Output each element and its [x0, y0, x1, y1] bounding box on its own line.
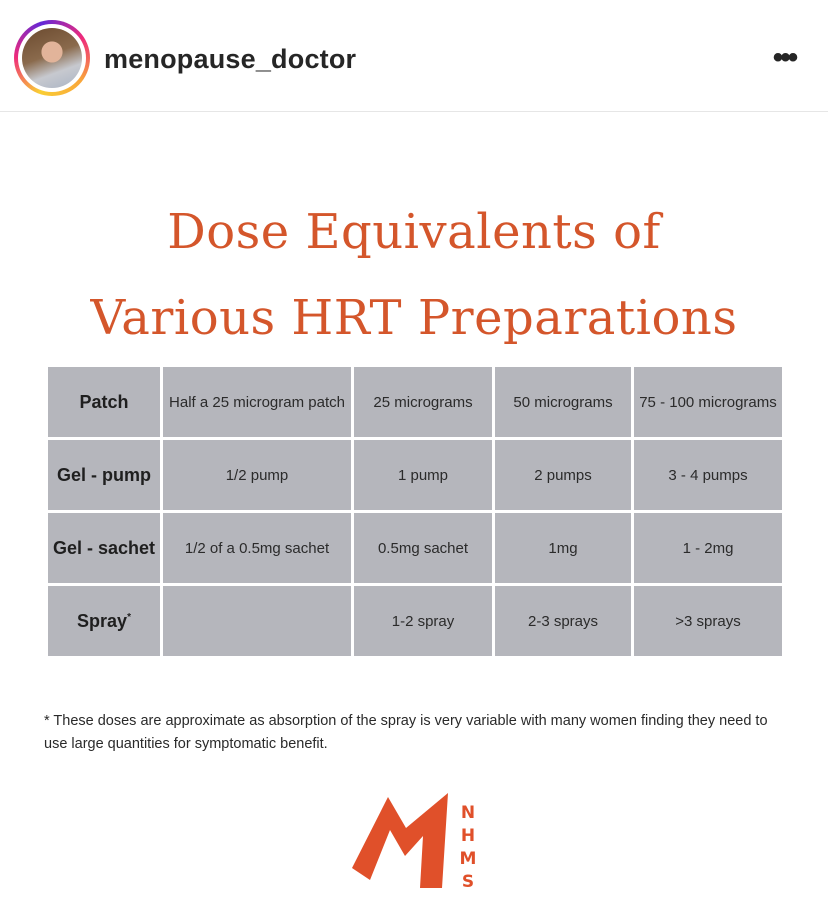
table-cell: Half a 25 microgram patch: [163, 367, 351, 437]
table-cell: 1 pump: [354, 440, 492, 510]
table-row: [48, 440, 782, 510]
table-cell: 2-3 sprays: [495, 586, 631, 656]
logo-mark: [352, 793, 448, 888]
table-cell: [163, 586, 351, 656]
avatar-gap: [18, 24, 86, 92]
table-cell: 25 micrograms: [354, 367, 492, 437]
title-line-2: Various HRT Preparations: [90, 290, 738, 346]
logo-letter: N: [460, 803, 476, 823]
post-title: [0, 189, 828, 361]
row-label: Patch: [48, 367, 160, 437]
table-cell: 1mg: [495, 513, 631, 583]
table-cell: 0.5mg sachet: [354, 513, 492, 583]
logo-letter: S: [461, 872, 475, 892]
post-image: [0, 113, 828, 910]
table-cell: 1/2 pump: [163, 440, 351, 510]
table-cell: >3 sprays: [634, 586, 782, 656]
table-cell: 3 - 4 pumps: [634, 440, 782, 510]
title-line-1: Dose Equivalents of: [167, 204, 661, 260]
footnote: * These doses are approximate as absorption of the spray is very variable with many women finding they need to use large quantities for symptomatic benefit.: [44, 713, 768, 752]
row-label: Gel - pump: [48, 440, 160, 510]
table-cell: 1 - 2mg: [634, 513, 782, 583]
avatar[interactable]: [22, 28, 82, 88]
table-row: [48, 586, 782, 656]
logo-letter: H: [460, 826, 476, 846]
row-label-spray: [48, 586, 160, 656]
more-options-icon[interactable]: •••: [772, 41, 796, 74]
table-cell: 50 micrograms: [495, 367, 631, 437]
dose-table: [45, 364, 785, 659]
table-cell: 75 - 100 micrograms: [634, 367, 782, 437]
footnote-marker: *: [127, 611, 131, 623]
username[interactable]: menopause_doctor: [104, 44, 357, 74]
row-label: Spray: [77, 610, 128, 631]
nhms-logo-icon: [350, 788, 490, 898]
table-cell: 1/2 of a 0.5mg sachet: [163, 513, 351, 583]
table-cell: 2 pumps: [495, 440, 631, 510]
logo-letter: M: [459, 849, 477, 869]
table-cell: 1-2 spray: [354, 586, 492, 656]
story-ring[interactable]: [14, 20, 90, 96]
table-row: [48, 367, 782, 437]
row-label: Gel - sachet: [48, 513, 160, 583]
table-row: [48, 513, 782, 583]
post-header: [0, 0, 828, 112]
